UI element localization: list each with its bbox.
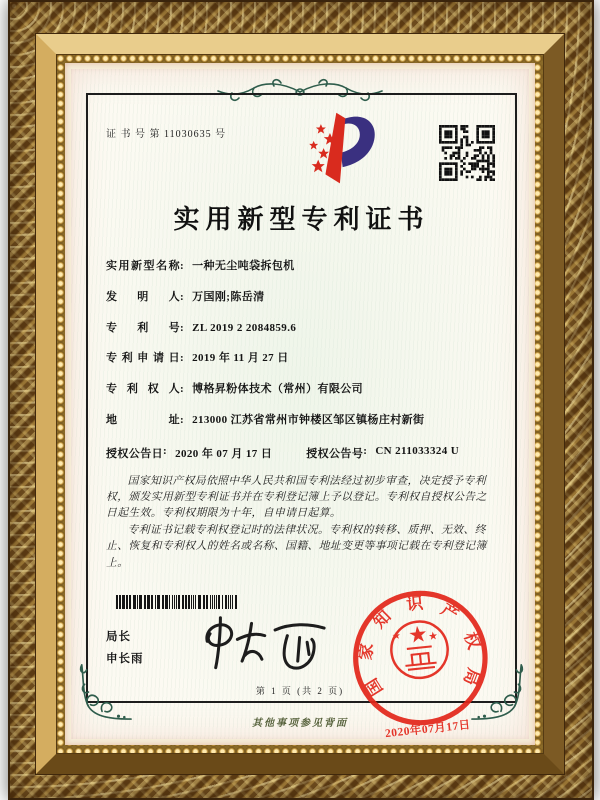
field-value: 一种无尘吨袋拆包机 [192, 260, 295, 272]
grant-date-value: 2020 年 07 月 17 日 [175, 447, 273, 460]
field-row-patent-no [106, 322, 497, 336]
field-row-filing-date [106, 352, 497, 366]
certificate-number: 证 书 号 第 11030635 号 [106, 129, 227, 140]
field-label: 发明人 [106, 290, 180, 303]
field-value: 213000 江苏省常州市钟楼区邹区镇杨庄村新街 [192, 413, 425, 426]
field-value: ZL 2019 2 2084859.6 [192, 321, 297, 334]
seal-date: 2020年07月17日 [384, 719, 472, 741]
grant-no-value: CN 211033324 U [375, 444, 460, 457]
field-label: 专利权人 [106, 383, 180, 395]
certificate-title: 实用新型专利证书 [173, 205, 430, 234]
certificate-header [106, 111, 497, 187]
field-colon: : [180, 413, 185, 426]
grant-date-label: 授权公告日 [106, 447, 163, 460]
legal-paragraph-2: 专利证书记载专利权登记时的法律状况。专利权的转移、质押、无效、终止、恢复和专利权人的姓名或名称、国籍、地址变更等事项记载在专利登记簿上。 [106, 523, 487, 569]
field-row-inventor [106, 291, 497, 305]
field-label: 实用新型名称 [106, 260, 180, 272]
field-value: 2019 年 11 月 27 日 [192, 352, 289, 365]
svg-text:权: 权 [460, 629, 484, 652]
signer-name: 申长雨 [106, 652, 144, 665]
svg-text:家: 家 [355, 642, 377, 662]
qr-code-icon [439, 125, 495, 181]
grant-no-pair [306, 445, 459, 461]
legal-paragraph-1: 国家知识产权局依照中华人民共和国专利法经过初步审查，决定授予专利权，颁发实用新型专利证书并在专利登记簿上予以登记。专利权自授权公告之日起生效。专利权期限为十年，自申请日起算。 [106, 474, 487, 520]
field-value: 博格昇粉体技术（常州）有限公司 [192, 383, 364, 395]
national-emblem [389, 619, 451, 681]
cnipa-logo-wrap [238, 111, 439, 187]
certificate-fields [106, 260, 497, 461]
signer-title: 局长 [106, 631, 131, 644]
signature-handwriting-icon [186, 613, 351, 679]
field-colon: : [180, 321, 185, 334]
field-row-address [106, 414, 497, 428]
svg-text:局: 局 [459, 665, 484, 688]
field-label: 专利申请日 [106, 352, 180, 365]
svg-text:识: 识 [405, 593, 424, 615]
qr-code-wrap [439, 125, 497, 186]
field-value: 万国刚;陈岳清 [192, 290, 265, 303]
field-label: 地址 [106, 413, 180, 426]
barcode-wrap [116, 595, 240, 609]
field-row-name [106, 260, 497, 274]
field-colon: : [180, 383, 185, 395]
field-colon: : [180, 260, 185, 272]
grant-no-label: 授权公告号 [306, 447, 364, 460]
field-colon: : [363, 444, 368, 457]
svg-text:知: 知 [369, 606, 395, 632]
svg-text:国: 国 [361, 674, 387, 700]
field-colon: : [180, 290, 185, 303]
field-colon: : [180, 352, 185, 365]
barcode-icon [116, 595, 240, 609]
back-note: 其他事项参见背面 [252, 718, 348, 729]
legal-paragraphs [106, 473, 497, 571]
field-colon: : [163, 444, 168, 457]
certificate-paper [71, 69, 529, 739]
page-info: 第 1 页 (共 2 页) [255, 686, 345, 696]
svg-text:产: 产 [437, 599, 462, 625]
grant-row [106, 445, 497, 461]
field-row-patentee [106, 383, 497, 397]
grant-date-pair [106, 445, 272, 461]
cnipa-logo-icon [293, 111, 385, 187]
field-label: 专利号 [106, 321, 180, 334]
